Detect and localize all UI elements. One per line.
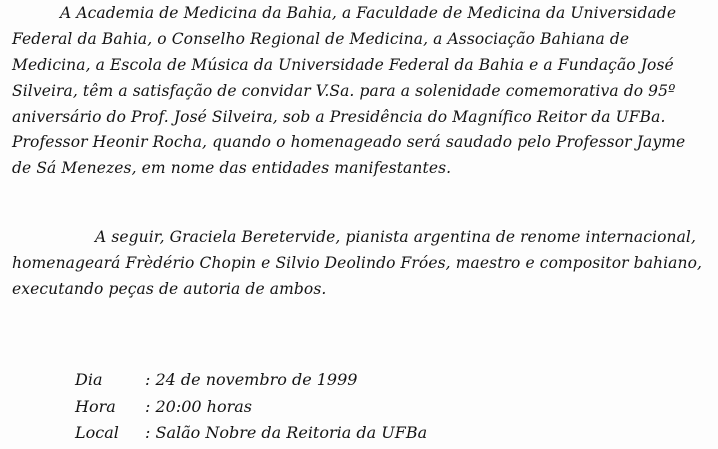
paragraph2-line-1: A seguir, Graciela Beretervide, pianista argentina de renome internacional, [95,228,697,246]
event-time-row [75,395,252,419]
paragraph1-line-7: de Sá Menezes, em nome das entidades manifestantes. [12,159,452,177]
place-label: Local [75,423,119,442]
time-value: : 20:00 horas [145,397,253,416]
place-value: : Salão Nobre da Reitoria da UFBa [145,423,428,442]
paragraph2-line-2: homenageará Frèdério Chopin e Silvio Deolindo Fróes, maestro e compositor bahiano, [12,254,703,272]
paragraph1-line-3: Medicina, a Escola de Música da Universidade Federal da Bahia e a Fundação José [12,56,674,74]
paragraph1-line-1: A Academia de Medicina da Bahia, a Faculdade de Medicina da Universidade [60,4,677,22]
paragraph1-line-2: Federal da Bahia, o Conselho Regional de Medicina, a Associação Bahiana de [12,30,630,48]
event-place-row [75,421,427,445]
paragraph1-line-5: aniversário do Prof. José Silveira, sob a Presidência do Magnífico Reitor da UFBa. [12,108,666,126]
time-label: Hora [75,397,116,416]
paragraph1-line-6: Professor Heonir Rocha, quando o homenageado será saudado pelo Professor Jayme [12,133,686,151]
date-value: : 24 de novembro de 1999 [145,370,358,389]
paragraph1-line-4: Silveira, têm a satisfação de convidar V.Sa. para a solenidade comemorativa do 95º [12,82,676,100]
event-date-row [75,368,357,392]
paragraph2-line-3: executando peças de autoria de ambos. [12,280,327,298]
date-label: Dia [75,370,103,389]
